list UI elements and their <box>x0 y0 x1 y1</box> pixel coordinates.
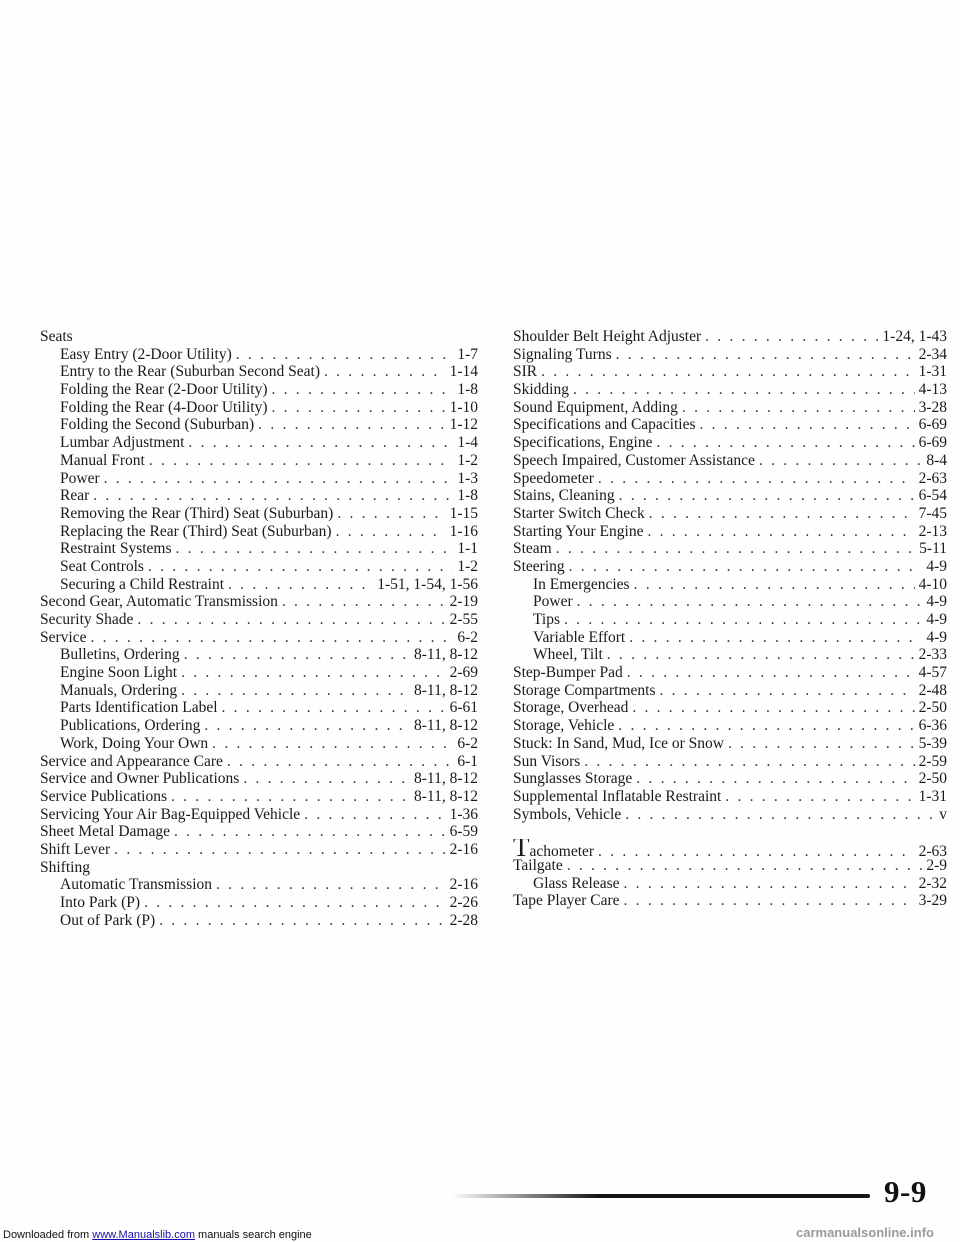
dot-leader <box>564 611 922 629</box>
dot-leader <box>577 593 923 611</box>
entry-page-ref: 2-16 <box>449 876 478 894</box>
index-entry <box>513 839 947 857</box>
index-subentry <box>40 523 478 541</box>
index-subentry <box>40 399 478 417</box>
drop-cap-letter: T <box>513 839 530 857</box>
dot-leader <box>624 875 915 893</box>
dot-leader <box>607 646 915 664</box>
entry-page-ref: 1-24, 1-43 <box>882 328 947 345</box>
entry-page-ref: 6-2 <box>457 734 478 752</box>
entry-page-ref: 6-1 <box>457 752 478 770</box>
index-entry <box>513 682 947 700</box>
watermark: carmanualsonline.info <box>796 1225 934 1240</box>
entry-page-ref: 2-19 <box>449 593 478 611</box>
index-subentry <box>513 593 947 611</box>
index-subentry <box>40 505 478 523</box>
entry-page-ref: 1-16 <box>449 522 478 540</box>
entry-page-ref: 1-8 <box>457 487 478 505</box>
index-entry <box>40 806 478 824</box>
entry-page-ref: 3-28 <box>918 398 947 416</box>
download-prefix: Downloaded from <box>3 1229 93 1241</box>
dot-leader <box>236 346 454 364</box>
index-entry <box>513 505 947 523</box>
index-entry <box>513 381 947 399</box>
entry-page-ref: 1-4 <box>457 434 478 452</box>
entry-label: Engine Soon Light <box>60 664 178 682</box>
dot-leader <box>598 470 915 488</box>
dot-leader <box>598 843 915 857</box>
dot-leader <box>272 399 446 417</box>
index-subentry <box>40 558 478 576</box>
dot-leader <box>90 629 453 647</box>
index-entry <box>513 470 947 488</box>
entry-page-ref: 8-11, 8-12 <box>414 770 478 788</box>
entry-page-ref: 6-59 <box>449 823 478 841</box>
dot-leader <box>176 540 454 558</box>
entry-page-ref: 2-26 <box>449 894 478 911</box>
entry-label: SIR <box>513 363 538 381</box>
entry-page-ref: 6-2 <box>457 628 478 646</box>
index-heading: Shifting <box>40 858 90 876</box>
dot-leader <box>204 717 410 735</box>
entry-label: Out of Park (P) <box>60 911 156 929</box>
entry-label: Starting Your Engine <box>513 522 644 540</box>
dot-leader <box>632 699 914 717</box>
entry-label: Tachometer <box>513 839 594 857</box>
index-subentry <box>40 576 478 594</box>
entry-label: Stains, Cleaning <box>513 487 615 505</box>
entry-label: Storage Compartments <box>513 681 656 699</box>
entry-page-ref: 2-16 <box>449 840 478 858</box>
entry-label: Skidding <box>513 381 569 399</box>
entry-page-ref: 2-32 <box>918 874 947 892</box>
entry-label: Manual Front <box>60 451 145 469</box>
index-entry <box>513 540 947 558</box>
dot-leader <box>625 806 935 824</box>
index-entry <box>40 788 478 806</box>
entry-label: Shoulder Belt Height Adjuster <box>513 328 702 345</box>
entry-label: Speedometer <box>513 469 594 487</box>
entry-label: Rear <box>60 487 90 505</box>
entry-label: Speech Impaired, Customer Assistance <box>513 451 755 469</box>
dot-leader <box>567 857 923 875</box>
entry-label: Folding the Rear (2-Door Utility) <box>60 381 268 399</box>
index-entry <box>513 434 947 452</box>
index-entry <box>513 770 947 788</box>
entry-label: Power <box>60 469 100 487</box>
index-subentry <box>40 487 478 505</box>
index-entry <box>40 823 478 841</box>
entry-page-ref: 2-55 <box>449 611 478 628</box>
entry-label: Servicing Your Air Bag-Equipped Vehicle <box>40 805 301 823</box>
entry-label: Stuck: In Sand, Mud, Ice or Snow <box>513 734 724 752</box>
entry-label: Sheet Metal Damage <box>40 823 170 841</box>
dot-leader <box>188 434 453 452</box>
dot-leader <box>336 523 446 541</box>
entry-label: Second Gear, Automatic Transmission <box>40 593 278 611</box>
dot-leader <box>627 664 915 682</box>
entry-page-ref: 4-9 <box>926 557 947 575</box>
index-entry <box>513 788 947 806</box>
dot-leader <box>184 646 410 664</box>
dot-leader <box>541 363 914 381</box>
index-entry <box>513 487 947 505</box>
entry-page-ref: 1-31 <box>918 787 947 805</box>
entry-label: Restraint Systems <box>60 540 172 558</box>
entry-label: Shift Lever <box>40 840 111 858</box>
dot-leader <box>700 416 915 434</box>
entry-page-ref: 2-9 <box>926 856 947 874</box>
entry-label: Into Park (P) <box>60 894 141 911</box>
entry-label: Storage, Vehicle <box>513 717 615 735</box>
dot-leader <box>759 452 922 470</box>
entry-label: Storage, Overhead <box>513 699 629 717</box>
dot-leader <box>569 558 923 576</box>
dot-leader <box>556 540 915 558</box>
entry-page-ref: 1-1 <box>457 540 478 558</box>
index-entry <box>513 452 947 470</box>
dot-leader <box>282 593 446 611</box>
page-number: 9-9 <box>884 1174 927 1209</box>
index-subentry <box>40 646 478 664</box>
index-subentry <box>40 346 478 364</box>
entry-page-ref: 8-11, 8-12 <box>414 646 478 664</box>
dot-leader <box>212 735 453 753</box>
index-subentry <box>40 540 478 558</box>
entry-label: Service and Appearance Care <box>40 752 223 770</box>
dot-leader <box>137 611 445 629</box>
dot-leader <box>636 770 914 788</box>
dot-leader <box>114 841 445 859</box>
index-column-left <box>40 328 478 929</box>
index-entry <box>513 753 947 771</box>
entry-page-ref: 1-14 <box>449 363 478 381</box>
dot-leader <box>647 523 914 541</box>
entry-page-ref: 2-33 <box>918 646 947 664</box>
index-subentry <box>40 717 478 735</box>
dot-leader <box>104 470 454 488</box>
index-entry <box>513 806 947 824</box>
entry-page-ref: 1-2 <box>457 451 478 469</box>
entry-label: Sunglasses Storage <box>513 770 633 788</box>
entry-label: Securing a Child Restraint <box>60 575 225 593</box>
index-subentry <box>40 416 478 434</box>
index-entry <box>513 735 947 753</box>
index-entry <box>513 857 947 875</box>
dot-leader <box>616 346 915 364</box>
index-entry <box>513 328 947 346</box>
entry-label: Entry to the Rear (Suburban Second Seat) <box>60 363 320 381</box>
index-subentry <box>40 470 478 488</box>
dot-leader <box>705 328 878 346</box>
entry-page-ref: 8-11, 8-12 <box>414 787 478 805</box>
index-column-right <box>513 328 947 910</box>
entry-label: Signaling Turns <box>513 345 612 363</box>
dot-leader <box>159 912 445 930</box>
index-subentry <box>40 381 478 399</box>
index-entry <box>513 363 947 381</box>
dot-leader <box>584 753 914 771</box>
entry-label: In Emergencies <box>533 575 630 593</box>
entry-label: Removing the Rear (Third) Seat (Suburban) <box>60 504 334 522</box>
index-gap <box>513 823 947 839</box>
index-subentry <box>40 876 478 894</box>
index-entry <box>513 892 947 910</box>
entry-label: Sound Equipment, Adding <box>513 398 678 416</box>
dot-leader <box>222 699 446 717</box>
entry-label: Work, Doing Your Own <box>60 734 209 752</box>
entry-page-ref: 2-13 <box>918 522 947 540</box>
dot-leader <box>258 416 445 434</box>
dot-leader <box>728 735 915 753</box>
entry-label: Power <box>533 593 573 611</box>
entry-page-ref: 2-50 <box>918 699 947 717</box>
entry-page-ref: 4-10 <box>918 575 947 593</box>
entry-label: Service and Owner Publications <box>40 770 240 788</box>
entry-label: Easy Entry (2-Door Utility) <box>60 345 232 363</box>
entry-label: Manuals, Ordering <box>60 681 178 699</box>
index-entry <box>40 841 478 859</box>
entry-label: Service Publications <box>40 787 167 805</box>
entry-label: Bulletins, Ordering <box>60 646 180 664</box>
dot-leader <box>227 753 453 771</box>
entry-page-ref: 6-61 <box>449 699 478 717</box>
index-entry <box>40 629 478 647</box>
dot-leader <box>324 363 446 381</box>
index-subentry <box>40 664 478 682</box>
index-subentry <box>40 682 478 700</box>
entry-label: Replacing the Rear (Third) Seat (Suburban) <box>60 522 332 540</box>
entry-label: Security Shade <box>40 611 134 628</box>
dot-leader <box>573 381 915 399</box>
index-entry <box>513 416 947 434</box>
entry-label: Sun Visors <box>513 752 581 770</box>
index-entry <box>513 699 947 717</box>
dot-leader <box>148 558 453 576</box>
entry-page-ref: 4-13 <box>918 381 947 399</box>
index-subentry <box>40 912 478 930</box>
entry-page-ref: v <box>939 805 947 823</box>
dot-leader <box>181 664 445 682</box>
dot-leader <box>649 505 915 523</box>
entry-label: Parts Identification Label <box>60 699 218 717</box>
entry-label: Automatic Transmission <box>60 876 213 894</box>
entry-page-ref: 7-45 <box>918 504 947 522</box>
index-entry <box>513 346 947 364</box>
dot-leader <box>660 682 915 700</box>
index-subentry <box>513 576 947 594</box>
entry-page-ref: 2-34 <box>918 345 947 363</box>
index-heading: Seats <box>40 328 73 345</box>
entry-page-ref: 1-31 <box>918 363 947 381</box>
index-subentry <box>40 699 478 717</box>
entry-label: Service <box>40 628 87 646</box>
dot-leader <box>149 452 454 470</box>
dot-leader <box>171 788 410 806</box>
entry-page-ref: 4-57 <box>918 664 947 682</box>
entry-page-ref: 1-51, 1-54, 1-56 <box>377 575 478 593</box>
entry-page-ref: 1-3 <box>457 469 478 487</box>
index-subentry <box>40 434 478 452</box>
entry-page-ref: 1-10 <box>449 398 478 416</box>
entry-page-ref: 8-4 <box>926 451 947 469</box>
index-subentry <box>40 894 478 912</box>
dot-leader <box>337 505 445 523</box>
entry-label: Publications, Ordering <box>60 717 201 735</box>
entry-page-ref: 2-50 <box>918 770 947 788</box>
entry-label: Symbols, Vehicle <box>513 805 622 823</box>
entry-label: Folding the Second (Suburban) <box>60 416 255 434</box>
index-subentry <box>40 363 478 381</box>
entry-page-ref: 4-9 <box>926 593 947 611</box>
index-entry <box>513 399 947 417</box>
entry-page-ref: 2-63 <box>918 469 947 487</box>
entry-label: Specifications and Capacities <box>513 416 696 434</box>
download-suffix: manuals search engine <box>194 1229 312 1241</box>
entry-page-ref: 2-69 <box>449 664 478 682</box>
dot-leader <box>181 682 410 700</box>
dot-leader <box>682 399 915 417</box>
entry-label: Steering <box>513 557 565 575</box>
dot-leader <box>629 629 922 647</box>
index-entry <box>40 593 478 611</box>
entry-page-ref: 1-12 <box>449 416 478 434</box>
entry-label: Glass Release <box>533 874 620 892</box>
entry-page-ref: 6-54 <box>918 487 947 505</box>
index-subentry <box>513 629 947 647</box>
entry-label: Tailgate <box>513 856 563 874</box>
entry-page-ref: 5-39 <box>918 734 947 752</box>
entry-page-ref: 4-9 <box>926 628 947 646</box>
entry-label: Specifications, Engine <box>513 434 653 452</box>
entry-label: Folding the Rear (4-Door Utility) <box>60 398 268 416</box>
index-subentry <box>513 646 947 664</box>
entry-label: Seat Controls <box>60 557 144 575</box>
entry-page-ref: 6-69 <box>918 434 947 452</box>
entry-page-ref: 6-69 <box>918 416 947 434</box>
entry-page-ref: 3-29 <box>918 892 947 910</box>
index-entry <box>513 558 947 576</box>
dot-leader <box>228 576 373 594</box>
dot-leader <box>272 381 454 399</box>
dot-leader <box>93 487 453 505</box>
index-entry <box>513 523 947 541</box>
index-subentry <box>513 875 947 893</box>
footer-rule <box>452 1194 870 1198</box>
dot-leader <box>624 892 915 910</box>
entry-page-ref: 2-28 <box>449 911 478 929</box>
entry-label: Step-Bumper Pad <box>513 664 623 682</box>
entry-page-ref: 2-63 <box>918 843 947 857</box>
dot-leader <box>144 894 446 912</box>
index-subentry <box>40 452 478 470</box>
index-entry <box>40 611 478 629</box>
entry-page-ref: 2-59 <box>918 752 947 770</box>
download-header <box>3 1229 312 1241</box>
entry-label: Wheel, Tilt <box>533 646 603 664</box>
entry-page-ref: 1-8 <box>457 381 478 399</box>
index-entry <box>513 664 947 682</box>
entry-page-ref: 1-7 <box>457 345 478 363</box>
entry-page-ref: 4-9 <box>926 611 947 628</box>
entry-page-ref: 8-11, 8-12 <box>414 681 478 699</box>
entry-label: Lumbar Adjustment <box>60 434 185 452</box>
dot-leader <box>174 823 446 841</box>
dot-leader <box>618 717 914 735</box>
entry-label: Supplemental Inflatable Restraint <box>513 787 722 805</box>
index-subentry <box>40 735 478 753</box>
entry-label: Tips <box>533 611 561 628</box>
dot-leader <box>304 806 445 824</box>
dot-leader <box>243 770 410 788</box>
entry-page-ref: 5-11 <box>919 540 947 558</box>
entry-label: Variable Effort <box>533 628 626 646</box>
dot-leader <box>725 788 914 806</box>
dot-leader <box>656 434 914 452</box>
dot-leader <box>216 876 446 894</box>
index-entry <box>513 717 947 735</box>
entry-label: Starter Switch Check <box>513 504 645 522</box>
entry-page-ref: 8-11, 8-12 <box>414 717 478 735</box>
index-subentry <box>513 611 947 629</box>
entry-label: Tape Player Care <box>513 892 620 910</box>
index-entry <box>40 753 478 771</box>
entry-page-ref: 1-15 <box>449 504 478 522</box>
dot-leader <box>619 487 915 505</box>
dot-leader <box>634 576 915 594</box>
entry-page-ref: 2-48 <box>918 681 947 699</box>
entry-page-ref: 1-36 <box>449 805 478 823</box>
manualslib-link[interactable]: www.Manualslib.com <box>92 1229 195 1241</box>
index-entry <box>40 770 478 788</box>
entry-label: Steam <box>513 540 552 558</box>
entry-page-ref: 1-2 <box>457 557 478 575</box>
entry-page-ref: 6-36 <box>918 717 947 735</box>
